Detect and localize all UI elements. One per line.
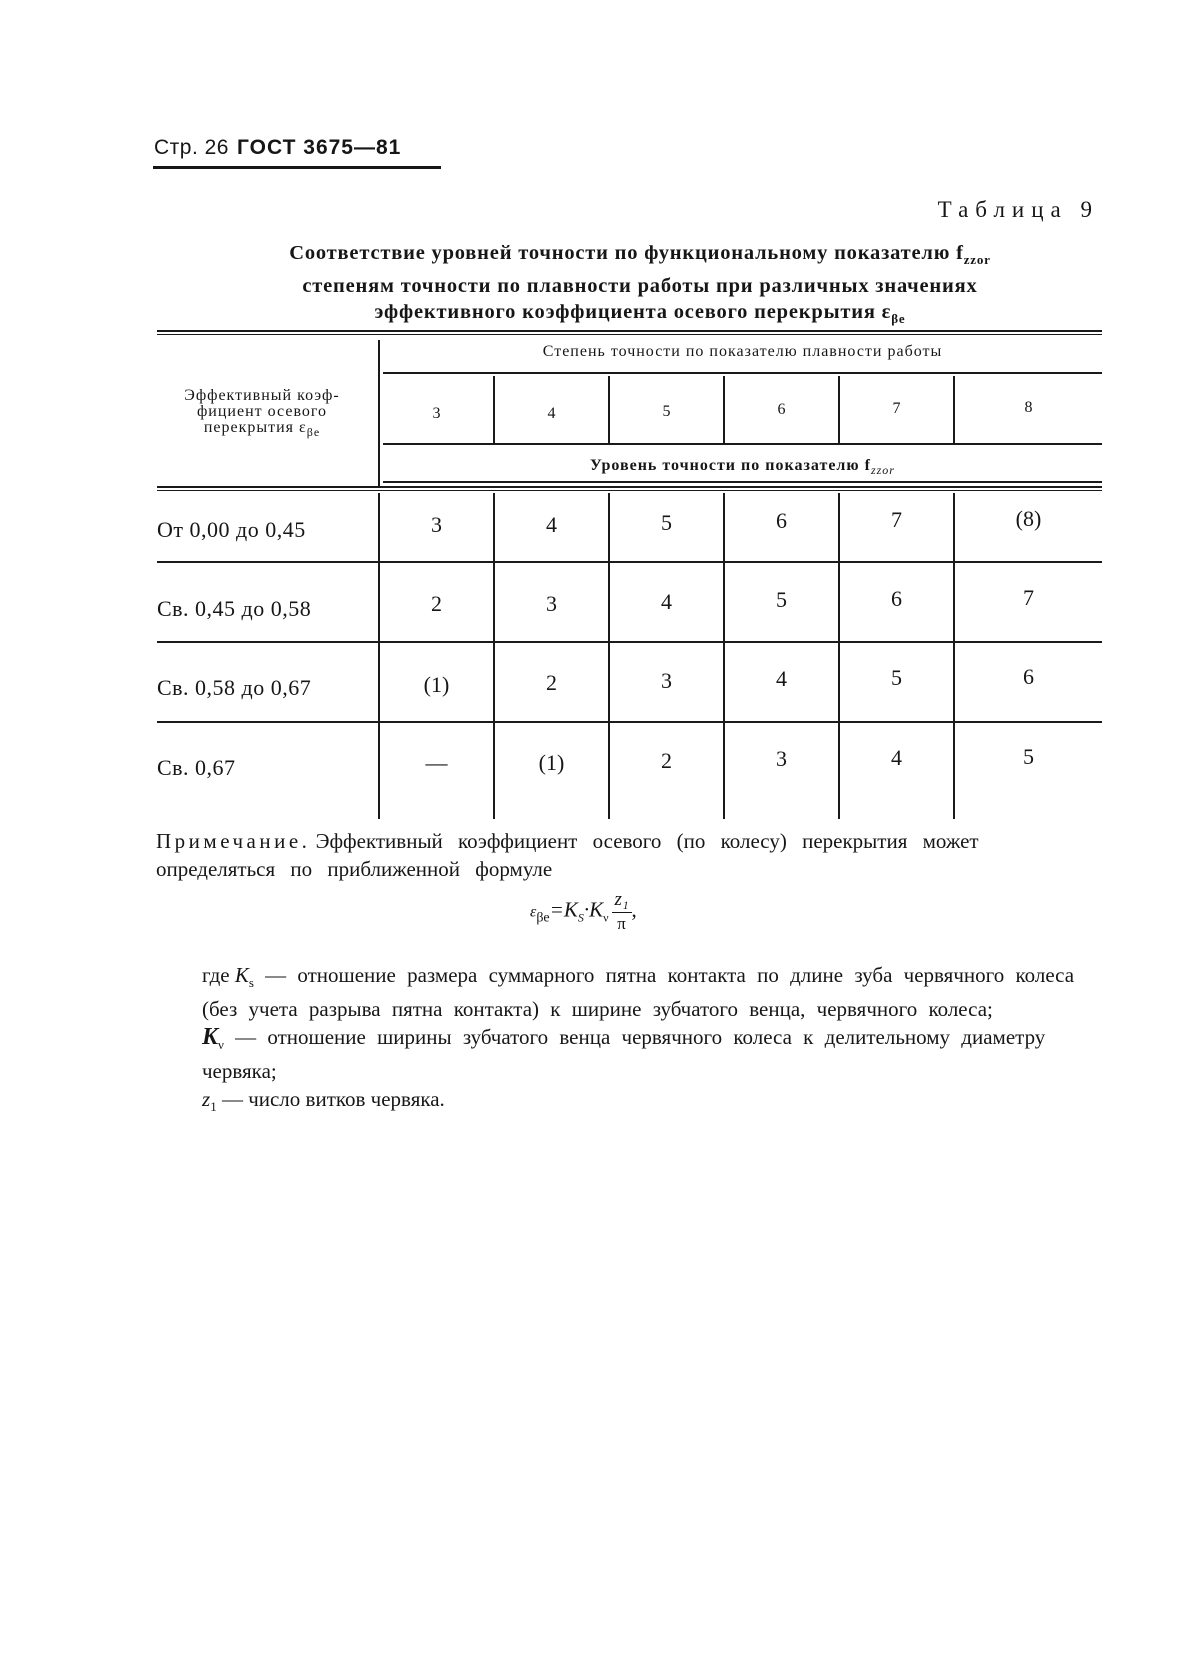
- column-divider: [953, 493, 955, 819]
- definition-text: — отношение размера суммарного пятна контакта по длине зуба червячного колеса (без учета разрыва пятна контакта) к ширине зубчатого венца, червячного колеса;: [202, 963, 1075, 1022]
- table-cell: 6: [776, 508, 787, 533]
- formula-numerator: z₁: [612, 888, 632, 913]
- table-cell: 2: [546, 670, 557, 695]
- caption-line-1-sub: zzor: [963, 252, 991, 268]
- table-cell: (1): [538, 750, 565, 775]
- formula-fraction: [612, 888, 632, 935]
- header-rule: [153, 166, 441, 169]
- caption-line-2: степеням точности по плавности работы при различных значениях: [302, 275, 978, 298]
- definition-symbol: K: [234, 963, 249, 987]
- table-cell: 3: [431, 512, 442, 537]
- table-cell: 7: [891, 507, 902, 532]
- table-cell: 6: [891, 586, 902, 611]
- caption-line-3: эффективного коэффициента осевого перекрытия ε: [374, 301, 892, 324]
- table-cell: 5: [776, 587, 787, 612]
- definition-sub: 1: [210, 1099, 217, 1115]
- row-label: От 0,00 до 0,45: [157, 517, 306, 542]
- table-cell: 4: [546, 512, 557, 537]
- header-bottom-rule-2: [157, 486, 1102, 488]
- table-cell: 4: [776, 666, 787, 691]
- degree-header-rule: [383, 372, 1102, 374]
- degree-value: 5: [662, 403, 671, 420]
- level-header-sub: zzor: [870, 463, 895, 478]
- degree-value: 3: [432, 405, 441, 422]
- table-cell: 3: [661, 668, 672, 693]
- level-header: [383, 457, 1102, 478]
- page-header: [154, 136, 401, 160]
- formula-dot: ·K: [583, 897, 604, 922]
- level-header-text: Уровень точности по показателю f: [590, 457, 871, 474]
- definition-prefix: где: [202, 963, 235, 987]
- table-cell: (8): [1015, 506, 1042, 531]
- param-header-line: фициент осевого: [196, 403, 328, 420]
- row-label: Св. 0,45 до 0,58: [157, 596, 312, 621]
- page-label: Стр. 26: [154, 136, 229, 159]
- formula-ks-sub: S: [577, 910, 584, 925]
- table-cell: 5: [1023, 744, 1034, 769]
- table-number: Таблица 9: [937, 197, 1099, 222]
- table-cell: 6: [1023, 664, 1034, 689]
- degree-values-rule: [383, 443, 1102, 445]
- formula-rhs: =K: [549, 897, 578, 922]
- formula-lhs: ε: [530, 903, 537, 921]
- definition-text: — отношение ширины зубчатого венца червячного колеса к делительному диаметру червяка;: [202, 1025, 1046, 1084]
- table-cell: 4: [891, 745, 902, 770]
- table-cell: 7: [1023, 585, 1034, 610]
- formula-kv-sub: ν: [603, 910, 609, 925]
- definition-text: — число витков червяка.: [216, 1087, 445, 1112]
- table-top-rule-2: [157, 334, 1102, 335]
- header-bottom-rule-3: [157, 490, 1102, 491]
- table-cell: 3: [776, 746, 787, 771]
- note-text: Эффективный коэффициент осевого (по колесу) перекрытия может определяться по приближенной формуле: [156, 829, 979, 881]
- definition-symbol: z: [202, 1087, 211, 1112]
- definition-kv: [156, 1024, 1101, 1084]
- definition-sub: ν: [218, 1037, 224, 1053]
- table-cell: 2: [431, 591, 442, 616]
- header-bottom-rule: [383, 481, 1102, 483]
- definition-symbol: K: [202, 1024, 219, 1051]
- table-cell: 2: [661, 748, 672, 773]
- param-header: [157, 388, 367, 440]
- definition-sub: s: [248, 975, 254, 991]
- row-divider: [157, 561, 1102, 563]
- degree-value: 6: [777, 401, 786, 418]
- row-divider: [157, 721, 1102, 723]
- table-cell: 5: [661, 510, 672, 535]
- definition-z1: [156, 1086, 1101, 1120]
- degree-header: Степень точности по показателю плавности работы: [542, 343, 943, 360]
- caption-line-3-sub: βe: [891, 311, 906, 327]
- row-label: Св. 0,58 до 0,67: [157, 675, 312, 700]
- definitions: [156, 962, 1101, 1121]
- row-label: Св. 0,67: [157, 755, 236, 780]
- degree-value: 4: [547, 405, 556, 422]
- param-header-line: Эффективный коэф-: [184, 387, 340, 404]
- param-header-line: перекрытия ε: [203, 419, 307, 436]
- row-divider: [157, 641, 1102, 643]
- formula-lhs-sub: βe: [536, 910, 550, 926]
- table-cell: —: [425, 750, 448, 775]
- table-top-rule: [157, 330, 1102, 332]
- table-cell: 4: [661, 589, 672, 614]
- formula-denominator: π: [617, 914, 626, 933]
- caption-line-1: Соответствие уровней точности по функциональному показателю f: [289, 242, 964, 264]
- definition-ks: [156, 962, 1101, 1022]
- table-cell: 5: [891, 665, 902, 690]
- formula-end: ,: [631, 897, 637, 922]
- param-header-sub: βe: [306, 425, 321, 440]
- standard-number: ГОСТ 3675—81: [237, 136, 402, 159]
- formula: [530, 888, 637, 935]
- table-caption: [150, 240, 1130, 332]
- table-cell: 3: [546, 591, 557, 616]
- degree-value: 7: [892, 400, 901, 417]
- table-cell: (1): [423, 672, 450, 697]
- note-paragraph: [156, 827, 1101, 883]
- note-heading: Примечание.: [156, 829, 311, 853]
- degree-value: 8: [1024, 399, 1033, 416]
